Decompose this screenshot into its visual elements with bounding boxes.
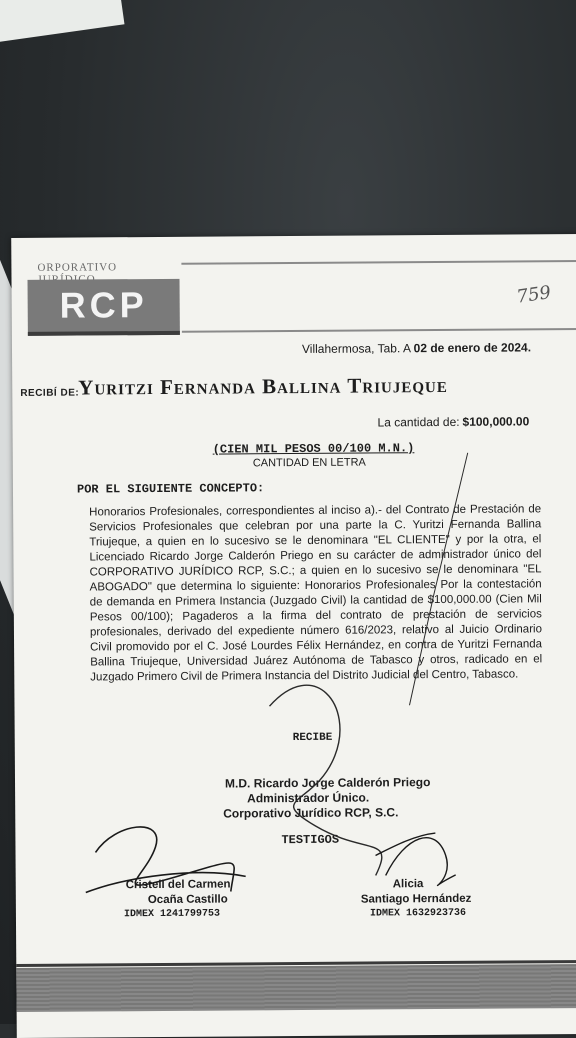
witnesses-label: TESTIGOS [281, 832, 340, 848]
witness1-name-line1: Cristell del Carmen [125, 878, 231, 892]
received-from-label: RECIBÍ DE: [20, 387, 80, 399]
logo-box [28, 279, 180, 336]
logo-letters: RCP [59, 284, 148, 326]
concept-heading: POR EL SIGUIENTE CONCEPTO: [76, 481, 265, 497]
handwritten-number: 759 [515, 281, 553, 308]
signatory-title: Administrador Único. [247, 790, 370, 806]
date-value: 02 de enero de 2024. [413, 340, 532, 356]
footer-band [16, 964, 576, 1012]
witness2-id: IDMEX 1632923736 [369, 907, 466, 920]
logo-company-text: ORPORATIVO [37, 261, 118, 274]
signatory-name: M.D. Ricardo Jorge Calderón Priego [224, 775, 431, 791]
payer-name: Yuritzi Fernanda Ballina Triujeque [78, 372, 448, 400]
witness1-id: IDMEX 1241799753 [123, 908, 220, 921]
amount-in-words-label: CANTIDAD EN LETRA [252, 456, 366, 470]
receipt-document [11, 234, 576, 1038]
signatory-company: Corporativo Jurídico RCP, S.C. [223, 805, 399, 821]
header-rule [181, 260, 576, 265]
amount-in-words: (CIEN MIL PESOS 00/100 M.N.) [212, 441, 415, 457]
witness1-name-line2: Ocaña Castillo [147, 893, 228, 907]
concept-body: Honorarios Profesionales, correspondientes al inciso a).- del Contrato de Prestación de Servicios Profesionales que celebran por una parte la C. Yuritzi Fernanda Ballina Triujeque, a quien en lo sucesivo se le denominara "EL CLIENTE" y por la otra, el Licenciado Ricardo Jorge Calderón Priego en su carácter de administrador único del CORPORATIVO JURÍDICO RCP, S.C.; a quien en lo sucesivo se le denominara "EL ABOGADO" que determina lo siguiente: Honorarios Profesionales Por la contestación de demanda en Primera Instancia (Juzgado Civil) la cantidad de $100,000.00 (Cien Mil Pesos 00/100); Pagaderos a la firma del contrato de prestación de servicios profesionales, derivado del expediente número 616/2023, relativo al Juicio Ordinario Civil promovido por el C. José Lourdes Félix Hernández, en contra de Yuritzi Fernanda Ballina Triujeque, Universidad Juárez Autónoma de Tabasco y otros, radicado en el Juzgado Primero Civil de Primera Instancia del Distrito Judicial del Centro, Tabasco. [89, 503, 543, 684]
amount-label: La cantidad de: [377, 414, 460, 430]
header-rule-bottom [182, 328, 576, 333]
place-date [302, 340, 531, 356]
witness2-name-line2: Santiago Hernández [360, 892, 472, 906]
place-prefix: Villahermosa, Tab. A [301, 341, 414, 356]
recibe-label: RECIBE [292, 731, 333, 745]
amount-value: $100,000.00 [462, 414, 530, 429]
company-logo [27, 259, 178, 340]
witness2-name-line1: Alicia [392, 878, 424, 891]
